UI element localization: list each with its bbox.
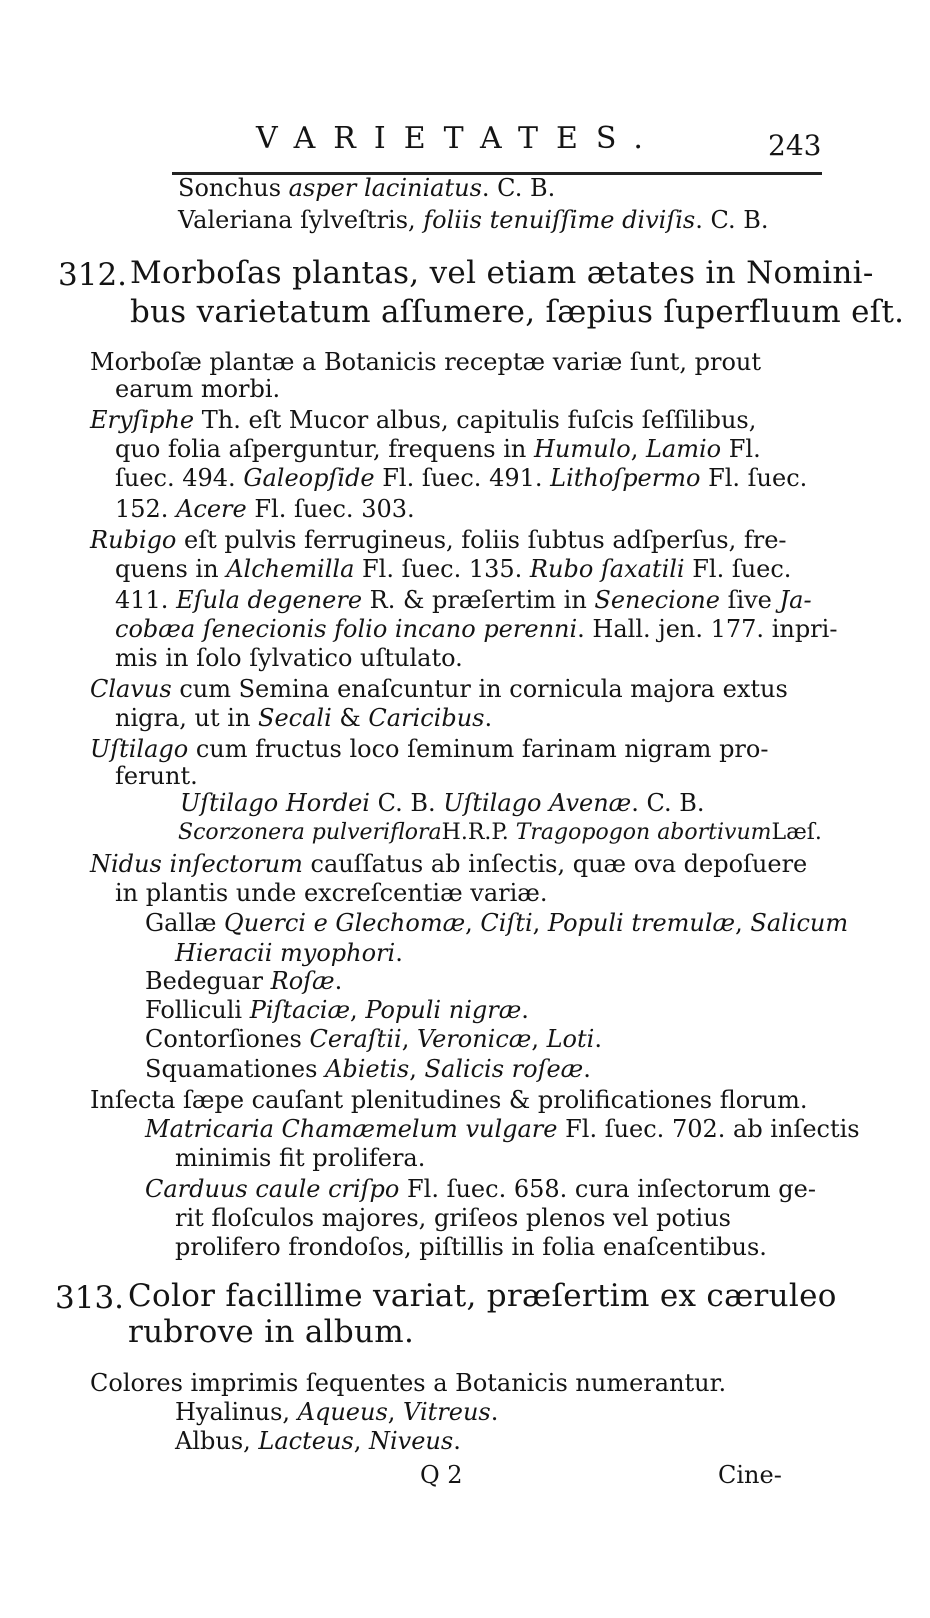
text-run: . C. B. xyxy=(631,789,705,817)
text-run: Squamationes xyxy=(145,1055,326,1083)
text-run: Folliculi xyxy=(145,996,250,1024)
italic-text: Eryſiphe xyxy=(90,406,195,434)
italic-text: Lamio xyxy=(645,435,722,463)
text-run: Fl. xyxy=(721,435,761,463)
text-run: . xyxy=(594,1025,602,1053)
text-run: , xyxy=(401,1025,417,1053)
text-line xyxy=(178,822,822,844)
text-line xyxy=(115,706,492,730)
text-line xyxy=(175,1429,461,1453)
text-run: Gallæ xyxy=(145,909,225,937)
text-run: Colores imprimis ſequentes a Botanicis numerantur. xyxy=(90,1369,727,1397)
text-run: eſt pulvis ferrugineus, foliis ſubtus adſperſus, fre- xyxy=(176,526,787,554)
italic-text: Acere xyxy=(176,495,247,523)
text-run: Morboſæ plantæ a Botanicis receptæ variæ ſunt, prout xyxy=(90,348,761,376)
text-run: H.R.P. xyxy=(441,820,516,845)
text-run: Fl. ſuec. 303. xyxy=(246,495,415,523)
text-run: in plantis unde excreſcentiæ variæ. xyxy=(115,879,548,907)
text-run: earum morbi. xyxy=(115,375,281,403)
text-line xyxy=(115,466,807,490)
text-run: ferunt. xyxy=(115,762,198,790)
section-number: 313. xyxy=(55,1280,125,1316)
text-line xyxy=(90,677,788,701)
italic-text: Uſtilago Hordei xyxy=(180,789,370,817)
italic-text: Eſula degenere xyxy=(176,586,363,614)
text-run: C. B. xyxy=(369,789,444,817)
text-run: 411. xyxy=(115,586,177,614)
text-run: . xyxy=(334,967,343,995)
text-run: . xyxy=(521,996,529,1024)
text-line xyxy=(130,255,874,291)
italic-text: Rubo ſaxatili xyxy=(529,555,685,583)
italic-text: Scorzonera pulveriflora xyxy=(178,820,442,845)
text-line xyxy=(175,941,403,965)
text-line xyxy=(115,497,415,521)
text-run: quens in xyxy=(115,555,227,583)
text-line xyxy=(90,737,768,761)
text-line xyxy=(145,998,529,1022)
text-line xyxy=(90,852,807,876)
text-line xyxy=(115,881,548,905)
text-line xyxy=(145,969,342,993)
text-line xyxy=(175,1146,425,1170)
text-run: . xyxy=(583,1055,591,1083)
text-run: & xyxy=(331,704,369,732)
italic-text: Secali xyxy=(258,704,332,732)
text-run: , xyxy=(409,1055,425,1083)
text-run: Fl. ſuec. 658. cura inſectorum ge- xyxy=(399,1175,816,1203)
text-run: . xyxy=(490,1398,499,1426)
italic-text: Piſtaciæ xyxy=(249,996,351,1024)
text-run: , xyxy=(353,1427,369,1455)
italic-text: Senecione xyxy=(594,586,720,614)
italic-text: asper laciniatus xyxy=(288,174,482,202)
italic-text: Uſtilago Avenæ xyxy=(443,789,632,817)
text-run: cum fructus loco ſeminum farinam nigram pro- xyxy=(188,735,769,763)
text-line xyxy=(90,528,787,552)
text-line xyxy=(115,617,837,641)
text-line xyxy=(175,1206,731,1230)
italic-text: Abietis xyxy=(325,1055,410,1083)
text-run: . xyxy=(395,939,403,967)
text-run: , xyxy=(350,996,366,1024)
text-run: Fl. ſuec. xyxy=(684,555,792,583)
italic-text: Nidus inſectorum xyxy=(90,850,303,878)
text-run: Hyalinus, xyxy=(175,1398,298,1426)
text-run: cum Semina enaſcuntur in cornicula majora extus xyxy=(171,675,788,703)
text-run: nigra, ut in xyxy=(115,704,259,732)
text-run: rit floſculos majores, griſeos plenos vel potius xyxy=(175,1204,731,1232)
text-line xyxy=(180,791,705,815)
italic-text: Humulo xyxy=(533,435,631,463)
text-run: Bedeguar xyxy=(145,967,271,995)
text-line xyxy=(128,1314,415,1350)
italic-text: Hieracii myophori xyxy=(175,939,396,967)
text-run: Fl. ſuec. 702. ab inſectis xyxy=(557,1115,860,1143)
italic-text: Salicum xyxy=(750,909,849,937)
italic-text: Matricaria Chamæmelum vulgare xyxy=(145,1115,558,1143)
italic-text: Veronicæ xyxy=(416,1025,532,1053)
running-header-title: VARIETATES. xyxy=(256,121,661,156)
text-line xyxy=(115,588,812,612)
text-run: . xyxy=(453,1427,461,1455)
text-run: Fl. ſuec. xyxy=(700,464,808,492)
text-run: , xyxy=(465,909,481,937)
italic-text: Carduus caule criſpo xyxy=(145,1175,400,1203)
text-line xyxy=(115,764,198,788)
italic-text: Uſtilago xyxy=(90,735,189,763)
text-run: . Hall. jen. 177. inpri- xyxy=(577,615,838,643)
text-run: Color facillime variat, præſertim ex cæruleo xyxy=(128,1278,837,1314)
italic-text: Vitreus xyxy=(403,1398,491,1426)
text-line xyxy=(115,646,463,670)
text-line xyxy=(145,1117,860,1141)
italic-text: Niveus xyxy=(368,1427,454,1455)
italic-text: Aqueus xyxy=(297,1398,388,1426)
text-line xyxy=(115,377,280,401)
text-line xyxy=(145,911,848,935)
italic-text: Rubigo xyxy=(90,526,177,554)
text-run: Valeriana ſylveſtris, xyxy=(178,206,424,234)
catchword: Cine- xyxy=(718,1461,782,1489)
text-run: , xyxy=(630,435,646,463)
italic-text: Populi nigræ xyxy=(365,996,522,1024)
text-run: quo folia aſperguntur, frequens in xyxy=(115,435,534,463)
text-line xyxy=(145,1057,591,1081)
italic-text: Ceraſtii xyxy=(309,1025,402,1053)
text-run: Læſ. xyxy=(771,820,822,845)
text-run: Morboſas plantas, vel etiam ætates in Nomini- xyxy=(130,255,874,291)
text-line xyxy=(115,437,761,461)
text-line xyxy=(175,1400,498,1424)
text-run: ſuec. 494. xyxy=(115,464,244,492)
text-line xyxy=(128,1278,837,1314)
text-run: rubrove in album. xyxy=(128,1314,415,1350)
text-line xyxy=(175,1235,767,1259)
italic-text: Ja- xyxy=(779,586,812,614)
text-run: Albus, xyxy=(175,1427,259,1455)
page-number: 243 xyxy=(768,129,822,162)
text-line xyxy=(178,176,555,200)
italic-text: foliis tenuiſſime diviſis xyxy=(423,206,696,234)
italic-text: Alchemilla xyxy=(226,555,355,583)
text-run: 152. xyxy=(115,495,177,523)
text-line xyxy=(90,408,756,432)
text-line xyxy=(130,294,905,330)
text-run: . xyxy=(484,704,493,732)
italic-text: Querci e Glechomæ xyxy=(224,909,466,937)
text-run: , xyxy=(531,1025,547,1053)
text-run: prolifero frondoſos, piſtillis in folia enaſcentibus. xyxy=(175,1233,767,1261)
italic-text: Tragopogon abortivum xyxy=(515,820,772,845)
text-run: Contorſiones xyxy=(145,1025,310,1053)
text-line xyxy=(90,1371,726,1395)
italic-text: Roſæ xyxy=(270,967,335,995)
text-run: ſive xyxy=(719,586,780,614)
italic-text: Galeopſide xyxy=(243,464,375,492)
text-run: , xyxy=(532,909,548,937)
text-line xyxy=(90,350,761,374)
text-run: cauſſatus ab inſectis, quæ ova depoſuere xyxy=(302,850,808,878)
text-line xyxy=(115,557,791,581)
text-run: , xyxy=(387,1398,404,1426)
italic-text: Caricibus xyxy=(368,704,485,732)
signature-mark: Q 2 xyxy=(420,1461,463,1489)
text-line xyxy=(145,1027,602,1051)
text-run: Inſecta ſæpe cauſant plenitudines & prolificationes florum. xyxy=(90,1086,808,1114)
text-run: bus varietatum aſſumere, ſæpius ſuperfluum eſt. xyxy=(130,294,905,330)
text-run: mis in ſolo ſylvatico uſtulato. xyxy=(115,644,463,672)
text-run: , xyxy=(735,909,751,937)
text-line xyxy=(145,1177,816,1201)
section-number: 312. xyxy=(58,257,128,293)
text-run: . C. B. xyxy=(695,206,769,234)
text-line xyxy=(90,1088,807,1112)
text-run: Sonchus xyxy=(178,174,289,202)
text-run: . C. B. xyxy=(481,174,556,202)
italic-text: Ciſti xyxy=(480,909,533,937)
text-run: minimis fit prolifera. xyxy=(175,1144,426,1172)
italic-text: Lithoſpermo xyxy=(550,464,701,492)
italic-text: Populi tremulæ xyxy=(547,909,736,937)
text-run: Th. eſt Mucor albus, capitulis fuſcis ſeſſilibus, xyxy=(194,406,757,434)
text-run: Fl. ſuec. 135. xyxy=(354,555,530,583)
text-run: Fl. ſuec. 491. xyxy=(374,464,551,492)
italic-text: Salicis roſeæ xyxy=(424,1055,584,1083)
italic-text: cobæa ſenecionis folio incano perenni xyxy=(115,615,578,643)
italic-text: Loti xyxy=(546,1025,595,1053)
italic-text: Clavus xyxy=(90,675,172,703)
italic-text: Lacteus xyxy=(258,1427,354,1455)
text-run: R. & præſertim in xyxy=(362,586,595,614)
text-line xyxy=(178,208,769,232)
